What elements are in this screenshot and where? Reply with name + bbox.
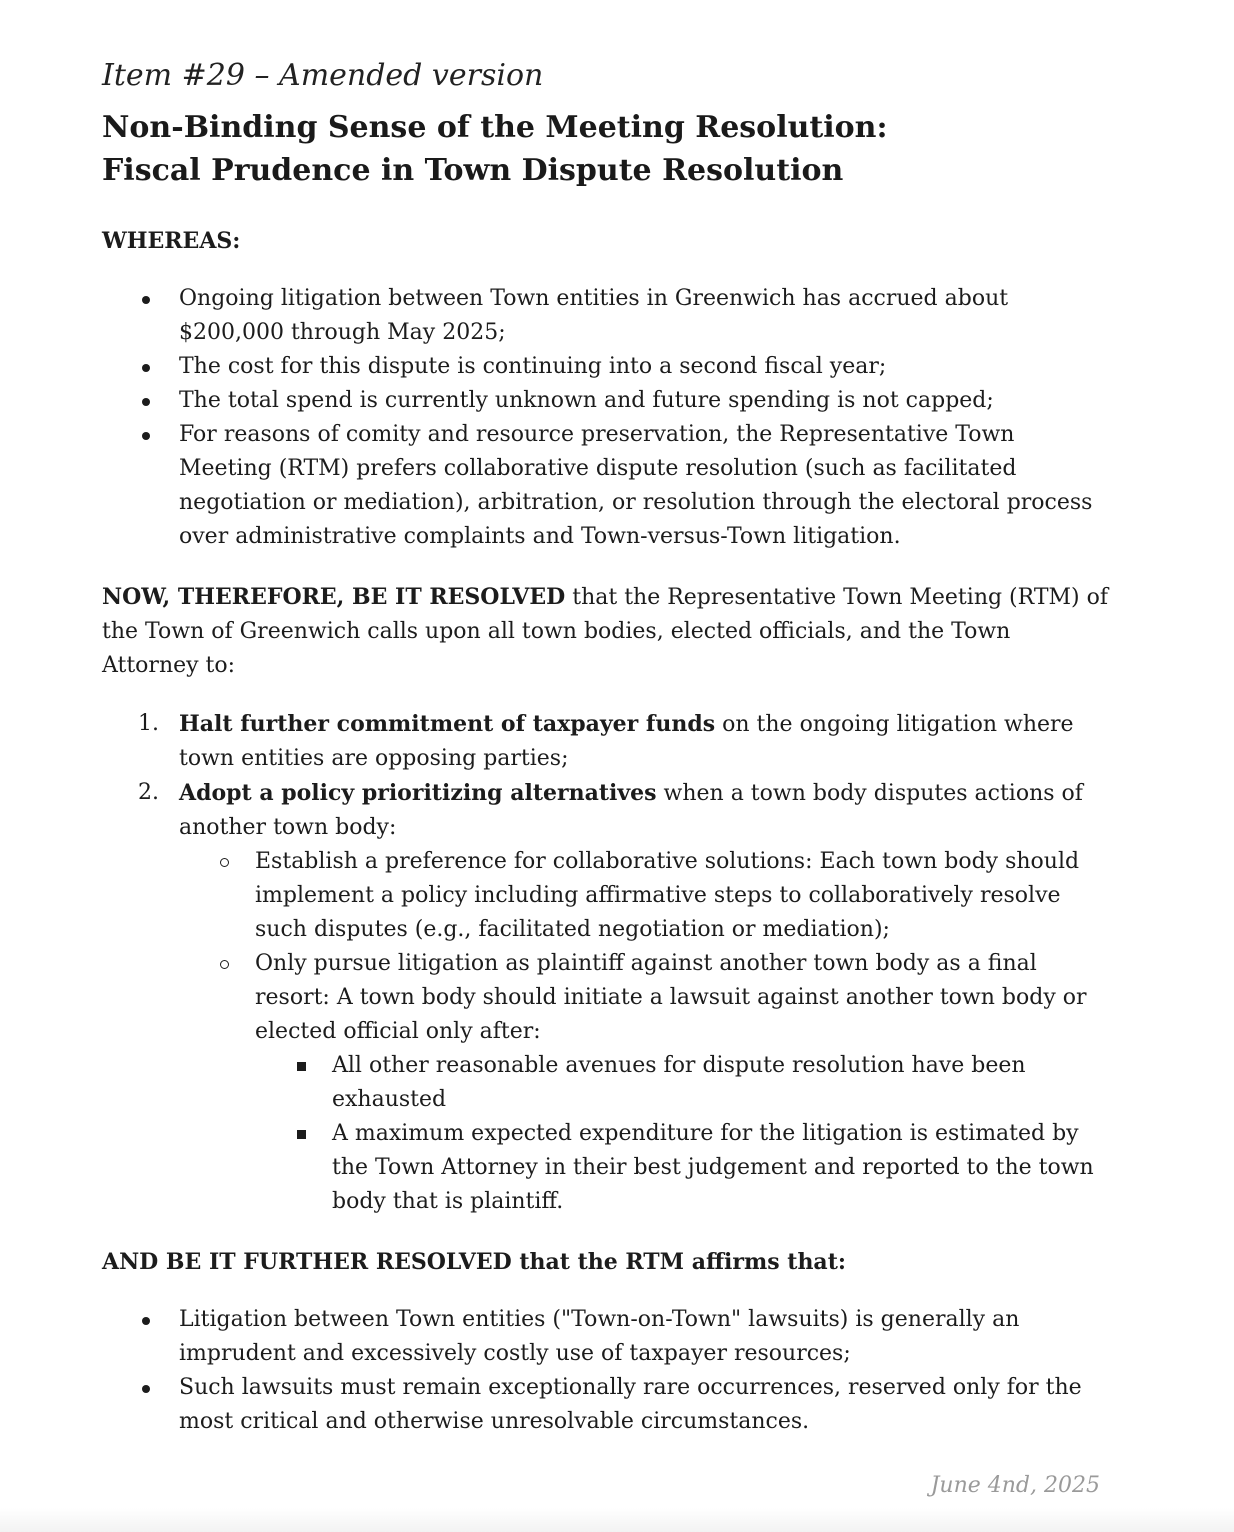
resolved-lead-bold: NOW, THEREFORE, BE IT RESOLVED bbox=[102, 584, 566, 610]
resolved-numbered-list bbox=[102, 707, 1112, 1219]
further-item bbox=[102, 1371, 1112, 1439]
whereas-item-text: The total spend is currently unknown and future spending is not capped; bbox=[179, 388, 994, 413]
whereas-heading: WHEREAS: bbox=[102, 228, 241, 254]
bullet-dot-icon bbox=[142, 398, 150, 406]
sub-sub-item-text: A maximum expected expenditure for the litigation is estimated by the Town Attorney in their best judgement and reported to the town body that is plaintiff. bbox=[332, 1121, 1094, 1214]
bullet-dot-icon bbox=[142, 296, 150, 304]
further-item-text: Such lawsuits must remain exceptionally rare occurrences, reserved only for the most critical and otherwise unresolvable circumstances. bbox=[179, 1375, 1082, 1434]
hollow-circle-bullet-icon bbox=[220, 858, 229, 867]
bullet-dot-icon bbox=[142, 364, 150, 372]
whereas-list bbox=[102, 282, 1112, 554]
resolved-sub-sub-item bbox=[102, 1049, 1112, 1117]
square-bullet-icon bbox=[297, 1062, 306, 1071]
resolved-item-bold: Adopt a policy prioritizing alternatives bbox=[179, 780, 657, 806]
whereas-item bbox=[102, 350, 1112, 384]
square-bullet-icon bbox=[297, 1130, 306, 1139]
list-number: 2. bbox=[138, 780, 159, 805]
resolved-item-text: on the ongoing litigation where town entities are opposing parties; bbox=[179, 712, 1074, 771]
further-item-text: Litigation between Town entities ("Town-on-Town" lawsuits) is generally an imprudent and excessively costly use of taxpayer resources; bbox=[179, 1307, 1020, 1366]
resolution-title-line-1: Non-Binding Sense of the Meeting Resolution: bbox=[102, 110, 888, 145]
resolution-title-line-2: Fiscal Prudence in Town Dispute Resolution bbox=[102, 153, 844, 188]
resolved-item-text: when a town body disputes actions of another town body: bbox=[179, 781, 1083, 840]
page-bottom-shadow bbox=[0, 1508, 1234, 1532]
resolved-sub-sub-item bbox=[102, 1117, 1112, 1219]
sub-item-text: Only pursue litigation as plaintiff against another town body as a final resort: A town body should initiate a lawsuit against another town body or elected official only after: bbox=[255, 951, 1087, 1044]
sub-item-text: Establish a preference for collaborative solutions: Each town body should implement a policy including affirmative steps to collaboratively resolve such disputes (e.g., facilitated negotiation or mediation); bbox=[255, 849, 1080, 942]
whereas-item bbox=[102, 384, 1112, 418]
whereas-item bbox=[102, 282, 1112, 350]
whereas-item bbox=[102, 418, 1112, 554]
item-number-line: Item #29 – Amended version bbox=[102, 58, 544, 93]
whereas-item-text: Ongoing litigation between Town entities in Greenwich has accrued about $200,000 through May 2025; bbox=[179, 286, 1009, 345]
bullet-dot-icon bbox=[142, 1317, 150, 1325]
resolved-sub-item bbox=[102, 947, 1112, 1049]
whereas-item-text: For reasons of comity and resource preservation, the Representative Town Meeting (RTM) prefers collaborative dispute resolution (such as facilitated negotiation or mediation), arbitration, or resolution through the electoral process over administrative complaints and Town-versus-Town litigation. bbox=[179, 422, 1093, 549]
document-date: June 4nd, 2025 bbox=[930, 1473, 1100, 1498]
bullet-dot-icon bbox=[142, 432, 150, 440]
resolved-sub-item bbox=[102, 845, 1112, 947]
resolved-item bbox=[102, 776, 1112, 845]
sub-sub-item-text: All other reasonable avenues for dispute resolution have been exhausted bbox=[332, 1053, 1026, 1112]
resolved-lead-text: that the Representative Town Meeting (RTM) of the Town of Greenwich calls upon all town bodies, elected officials, and the Town Attorney to: bbox=[102, 585, 1108, 678]
whereas-item-text: The cost for this dispute is continuing into a second fiscal year; bbox=[179, 354, 887, 379]
resolved-item bbox=[102, 707, 1112, 776]
further-list bbox=[102, 1303, 1112, 1439]
list-number: 1. bbox=[138, 711, 159, 736]
resolved-paragraph bbox=[102, 580, 1112, 683]
further-item bbox=[102, 1303, 1112, 1371]
document-page bbox=[102, 56, 1112, 1439]
resolved-item-bold: Halt further commitment of taxpayer funds bbox=[179, 711, 716, 737]
hollow-circle-bullet-icon bbox=[220, 960, 229, 969]
bullet-dot-icon bbox=[142, 1385, 150, 1393]
further-resolved-heading: AND BE IT FURTHER RESOLVED that the RTM affirms that: bbox=[102, 1249, 846, 1275]
